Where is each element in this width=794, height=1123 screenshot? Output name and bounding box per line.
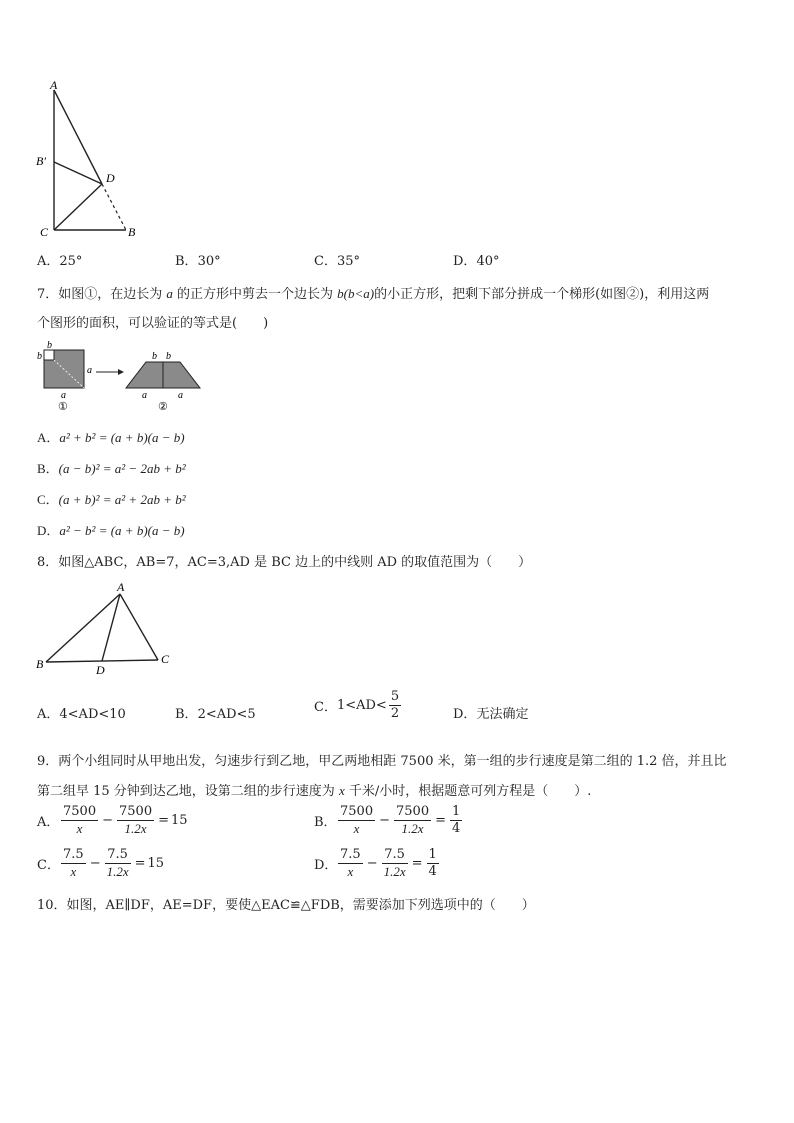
q8-label-d: D	[96, 663, 105, 677]
q7-label-a-trap2: a	[178, 390, 183, 401]
q9-stem-line2: 第二组早 15 分钟到达乙地，设第二组的步行速度为 x 千米/小时，根据题意可列方程是（ ）.	[37, 783, 592, 799]
q7-label-b-trap2: b	[166, 351, 171, 362]
q7-option-c[interactable]: C．(a + b)² = a² + 2ab + b²	[37, 492, 186, 507]
q8-option-a[interactable]: A．4<AD<10	[37, 707, 126, 722]
q8-segment-ab	[46, 594, 120, 662]
q7-label-a-right: a	[87, 365, 92, 376]
q6-label-bprime: B′	[36, 154, 46, 168]
q6-option-a[interactable]: A．25°	[37, 254, 83, 269]
q8-label-b: B	[36, 657, 44, 671]
q6-segment-db-dashed	[102, 184, 126, 230]
q6-option-d[interactable]: D．40°	[453, 254, 500, 269]
q6-label-d: D	[106, 171, 115, 185]
q7-label-a-bottom: a	[61, 390, 66, 401]
q7-arrow-head	[118, 369, 124, 375]
q6-label-a: A	[50, 78, 58, 92]
q7-label-circle1: ①	[58, 401, 68, 413]
q8-segment-ad	[102, 594, 120, 661]
q7-option-b[interactable]: B．(a − b)² = a² − 2ab + b²	[37, 461, 186, 476]
q9-option-b[interactable]: B． $\frac{7500}{x}$ − $\frac{7500}{1.2x}$ = $\frac{1}{4}$	[314, 804, 461, 836]
q8-stem: 8．如图△ABC，AB=7，AC=3,AD 是 BC 边上的中线则 AD 的取值范围为（ ）	[37, 555, 532, 570]
q9-option-a[interactable]: A． $\frac{7500}{x}$ − $\frac{7500}{1.2x}$ = 15	[37, 804, 188, 836]
q6-figure	[30, 78, 150, 243]
q8-option-b[interactable]: B．2<AD<5	[175, 707, 256, 722]
q10-stem: 10．如图，AE∥DF，AE=DF，要使△EAC≌△FDB，需要添加下列选项中的（ ）	[37, 898, 535, 913]
q6-option-b[interactable]: B．30°	[175, 254, 221, 269]
q9-option-d[interactable]: D． $\frac{7.5}{x}$ − $\frac{7.5}{1.2x}$ = $\frac{1}{4}$	[314, 847, 437, 879]
q7-label-a-trap1: a	[142, 390, 147, 401]
q7-label-b-top: b	[47, 340, 52, 351]
q6-label-b: B	[128, 225, 136, 239]
q8-option-c[interactable]: C． 1<AD< $\frac{5}{2}$	[314, 689, 400, 721]
q9-option-c[interactable]: C． $\frac{7.5}{x}$ − $\frac{7.5}{1.2x}$ = 15	[37, 847, 165, 879]
q8-label-a: A	[117, 580, 125, 594]
q8-figure	[34, 578, 184, 678]
q7-label-b-left: b	[37, 351, 42, 362]
q8-segment-ac	[120, 594, 158, 660]
q7-option-a[interactable]: A．a² + b² = (a + b)(a − b)	[37, 430, 185, 445]
q6-option-c[interactable]: C．35°	[314, 254, 360, 269]
q8-fraction: $\frac{5}{2}$	[390, 689, 400, 721]
q9-stem-line1: 9．两个小组同时从甲地出发，匀速步行到乙地，甲乙两地相距 7500 米，第一组的步行速度是第二组的 1.2 倍，并且比	[37, 754, 727, 769]
q6-segment-ad	[54, 90, 102, 184]
q6-segment-bprime-d	[54, 162, 102, 184]
q7-label-circle2: ②	[158, 401, 168, 413]
q7-small-square	[44, 350, 54, 360]
q7-label-b-trap1: b	[152, 351, 157, 362]
q8-label-c: C	[161, 652, 170, 666]
q6-label-c: C	[40, 225, 49, 239]
q6-segment-cd	[54, 184, 102, 230]
q7-stem-line1: 7．如图①，在边长为 a 的正方形中剪去一个边长为 b(b<a)的小正方形，把剩下部分拼成一个梯形(如图②)，利用这两	[37, 286, 710, 302]
q8-option-d[interactable]: D．无法确定	[453, 707, 529, 722]
q7-figure	[34, 340, 214, 416]
q7-stem-line2: 个图形的面积，可以验证的等式是( )	[37, 316, 269, 331]
q7-option-d[interactable]: D．a² − b² = (a + b)(a − b)	[37, 523, 185, 538]
